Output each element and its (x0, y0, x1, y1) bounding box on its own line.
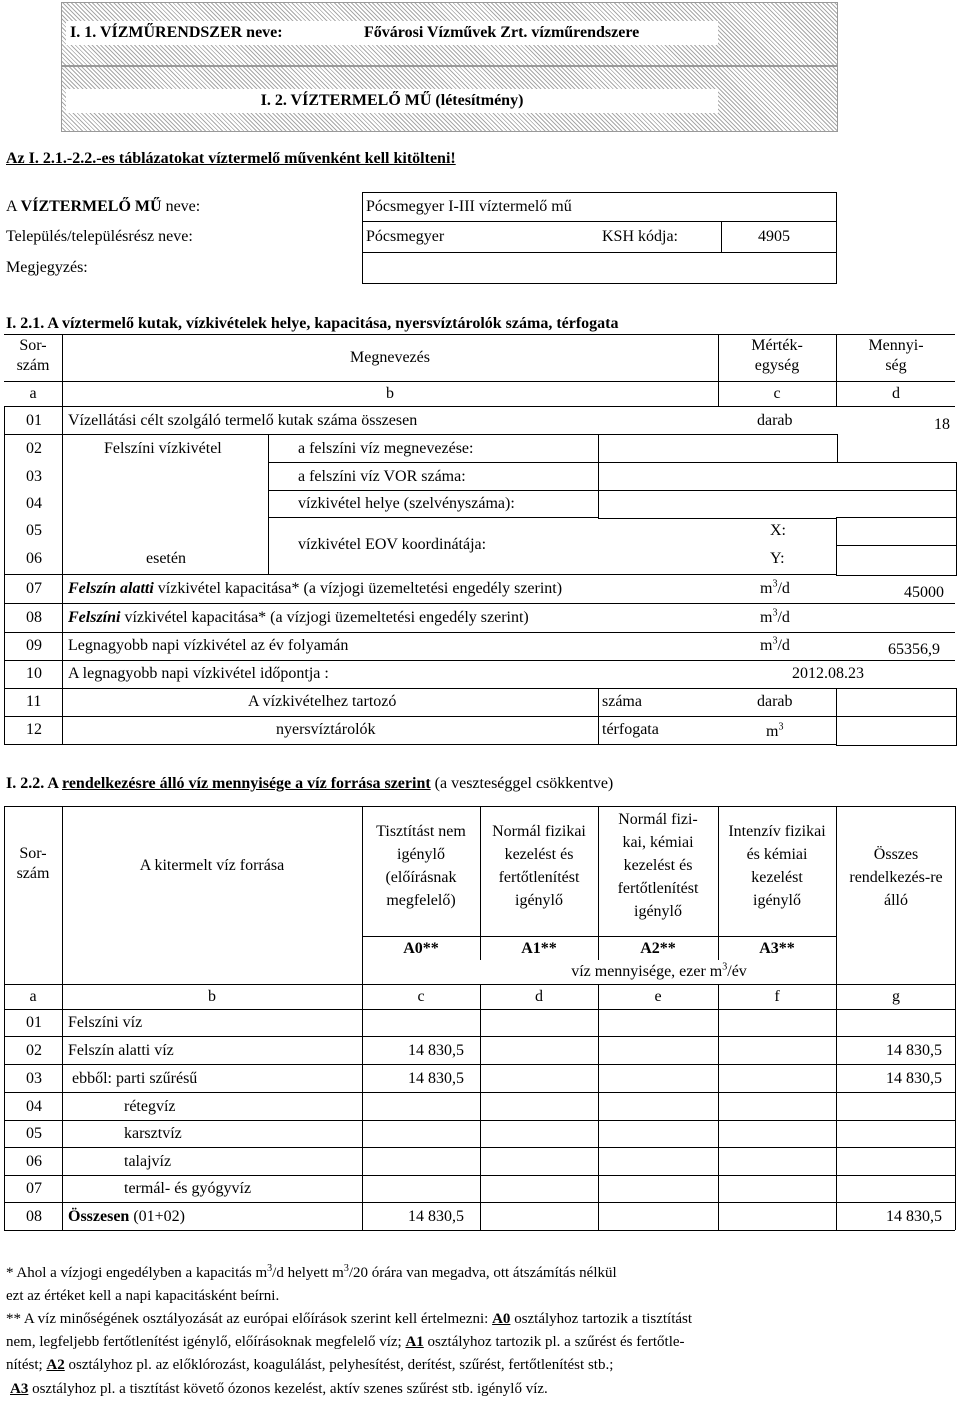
s221-r02-num: 02 (26, 440, 42, 457)
s221-r08-text: Felszíni vízkivétel kapacitása* (a vízjogi üzemeltetési engedély szerint) (68, 609, 529, 626)
s222-col-g: g (892, 988, 900, 1005)
plant-section-title: I. 2. VÍZTERMELŐ MŰ (létesítmény) (260, 92, 524, 109)
s221-r06-num: 06 (26, 550, 42, 567)
s222-h-e: Normál fizi- kai, kémiai kezelést és fertőtlenítést igénylő (617, 811, 699, 920)
s222-row-04-name: rétegvíz (124, 1098, 176, 1115)
s222-row-07-name: termál- és gyógyvíz (124, 1180, 252, 1197)
s221-r01-value: 18 (934, 416, 950, 433)
remark-label: Megjegyzés: (6, 259, 88, 276)
s221-r03-num: 03 (26, 468, 42, 485)
s222-h-c: Tisztítást nem igénylő (előírásnak megfelelő) (376, 823, 466, 909)
s221-r05-value-box (836, 517, 957, 547)
s221-r11-kind: száma (602, 693, 642, 710)
s221-r02-text: a felszíni víz megnevezése: (298, 440, 474, 457)
s222-row-06-num: 06 (26, 1153, 42, 1170)
s221-h-unit: Mérték- egység (751, 337, 803, 374)
s221-r07-value: 45000 (904, 584, 944, 601)
s221-r02-value-box (598, 434, 838, 464)
s222-row-01-name: Felszíni víz (68, 1014, 143, 1031)
s222-row-04-num: 04 (26, 1098, 42, 1115)
s222-h-f: Intenzív fizikai és kémiai kezelést igénylő (728, 823, 826, 909)
s221-r07-unit: $m^3/d$ (760, 578, 790, 597)
water-system-label: I. 1. VÍZMŰRENDSZER neve: (70, 24, 283, 41)
s222-class-f: A3** (759, 940, 795, 957)
s221-col-d: d (892, 385, 900, 402)
s222-class-c: A0** (403, 940, 439, 957)
s221-r09-text: Legnagyobb napi vízkivétel az év folyamán (68, 637, 349, 654)
s221-r11-num: 11 (26, 693, 42, 710)
s222-total-c: 14 830,5 (408, 1208, 464, 1225)
s221-r10-num: 10 (26, 665, 42, 682)
s221-r05-unit: X: (770, 522, 786, 539)
s221-r08-num: 08 (26, 609, 42, 626)
settlement-value: Pócsmegyer (366, 228, 445, 245)
s222-col-e: e (654, 988, 662, 1005)
s222-col-c: c (417, 988, 425, 1005)
s222-class-e: A2** (640, 940, 676, 957)
s221-h-name: Megnevezés (350, 349, 430, 366)
s222-col-b: b (208, 988, 216, 1005)
s221-r03-text: a felszíni víz VOR száma: (298, 468, 466, 485)
s222-total-num: 08 (26, 1208, 42, 1225)
s222-h-sor: Sor- szám (16, 845, 50, 882)
s222-row-05-num: 05 (26, 1125, 42, 1142)
s221-r05-num: 05 (26, 522, 42, 539)
s222-row-02-c: 14 830,5 (408, 1042, 464, 1059)
s221-r12-num: 12 (26, 721, 42, 738)
s222-total-name: Összesen (01+02) (68, 1208, 186, 1225)
s221-r04-text: vízkivétel helye (szelvényszáma): (298, 495, 515, 512)
s222-row-02-num: 02 (26, 1042, 42, 1059)
s221-col-b: b (386, 385, 394, 402)
s222-h-source: A kitermelt víz forrása (139, 857, 285, 874)
s221-r03-value-box (598, 462, 957, 492)
s222-row-03-g: 14 830,5 (886, 1070, 942, 1087)
s221-h-qty: Mennyi- ség (868, 337, 924, 374)
s221-r07-num: 07 (26, 580, 42, 597)
s221-r06-left: esetén (146, 550, 186, 567)
section-221-title: I. 2.1. A víztermelő kutak, vízkivételek helye, kapacitása, nyersvíztárolók száma, térfogata (6, 315, 619, 332)
s221-r10-text: A legnagyobb napi vízkivétel időpontja : (68, 665, 329, 682)
s221-r04-num: 04 (26, 495, 42, 512)
s222-units: víz mennyisége, ezer $m^3/év$ (571, 961, 747, 980)
s221-r09-value: 65356,9 (888, 641, 940, 658)
s221-r07-text: Felszín alatti vízkivétel kapacitása* (a vízjogi üzemeltetési engedély szerint) (68, 580, 563, 597)
s222-row-01-num: 01 (26, 1014, 42, 1031)
s221-r12-unit: $m^3$ (766, 721, 784, 740)
s222-row-03-num: 03 (26, 1070, 42, 1087)
s222-h-g: Összes rendelkezés-re álló (849, 846, 943, 909)
fill-instruction: Az I. 2.1.-2.2.-es táblázatokat víztermelő művenként kell kitölteni! (6, 150, 456, 167)
plant-name-label: A VÍZTERMELŐ MŰ neve: (6, 198, 201, 215)
water-system-banner (66, 21, 718, 45)
s221-r11-text: A vízkivételhez tartozó (248, 693, 397, 710)
s222-total-g: 14 830,5 (886, 1208, 942, 1225)
section-222-title: I. 2.2. A rendelkezésre álló víz mennyisége a víz forrása szerint (a veszteséggel csökkentve) (6, 775, 614, 792)
s221-r10-value: 2012.08.23 (792, 665, 864, 682)
s222-col-a: a (29, 988, 37, 1005)
s221-r11-unit: darab (757, 693, 793, 710)
settlement-label: Település/településrész neve: (6, 228, 193, 245)
s221-r01-unit: darab (757, 412, 793, 429)
s221-r04-value-box (598, 490, 957, 519)
s222-row-03-name: ebből: parti szűrésű (72, 1070, 198, 1087)
s221-r11-value-box (836, 688, 957, 718)
s221-r12-kind: térfogata (602, 721, 659, 738)
s222-row-02-g: 14 830,5 (886, 1042, 942, 1059)
ksh-value: 4905 (758, 228, 790, 245)
s221-r12-value-box (836, 716, 957, 746)
plant-name-value: Pócsmegyer I-III víztermelő mű (366, 198, 572, 215)
footnote-6: A3 osztályhoz pl. a tisztítást követő ózonos kezelést, aktív szenes szűrést stb. igénylő víz. (10, 1381, 548, 1397)
s221-r09-unit: $m^3/d$ (760, 635, 790, 654)
plant-banner (66, 89, 718, 113)
s221-r05-text: vízkivétel EOV koordinátája: (298, 536, 487, 553)
s222-col-f: f (774, 988, 780, 1005)
footnote-5: nítést; A2 osztályhoz pl. az előklórozást, koagulálást, pelyhesítést, derítést, szűrést, fertőtlenítést stb.; (6, 1357, 614, 1373)
s222-h-d: Normál fizikai kezelést és fertőtlenítést igénylő (492, 823, 586, 909)
s222-row-03-c: 14 830,5 (408, 1070, 464, 1087)
s221-r12-text: nyersvíztárolók (276, 721, 376, 738)
s221-r06-unit: Y: (770, 550, 785, 567)
s222-col-d: d (535, 988, 543, 1005)
s222-row-07-num: 07 (26, 1180, 42, 1197)
s222-class-d: A1** (521, 940, 557, 957)
s221-r06-value-box (836, 545, 957, 576)
s221-r02-left: Felszíni vízkivétel (104, 440, 222, 457)
s222-row-05-name: karsztvíz (124, 1125, 182, 1142)
s221-r09-num: 09 (26, 637, 42, 654)
s221-r01-num: 01 (26, 412, 42, 429)
s221-col-c: c (773, 385, 781, 402)
footnote-2: ezt az értéket kell a napi kapacitásként beírni. (6, 1288, 280, 1304)
s221-col-a: a (29, 385, 37, 402)
ksh-label: KSH kódja: (602, 228, 678, 245)
s221-r01-text: Vízellátási célt szolgáló termelő kutak száma összesen (68, 412, 418, 429)
footnote-4: nem, legfeljebb fertőtlenítést igénylő, előírásoknak megfelelő víz; A1 osztályhoz tartozik pl. a szűrést és fertőtle- (6, 1334, 685, 1350)
s222-row-06-name: talajvíz (124, 1153, 172, 1170)
footnote-3: ** A víz minőségének osztályozását az európai előírások szerint kell értelmezni: A0 osztályhoz tartozik a tisztítást (6, 1311, 693, 1327)
s221-h-sor: Sor- szám (16, 337, 50, 374)
water-system-value: Fővárosi Vízművek Zrt. vízműrendszere (364, 24, 640, 41)
s221-r08-unit: $m^3/d$ (760, 607, 790, 626)
footnote-1: * Ahol a vízjogi engedélyben a kapacitás $m^3/d$ helyett $m^3/20$ órára van megadva, ott átszámítás nélkül (6, 1263, 617, 1281)
s222-row-02-name: Felszín alatti víz (68, 1042, 174, 1059)
